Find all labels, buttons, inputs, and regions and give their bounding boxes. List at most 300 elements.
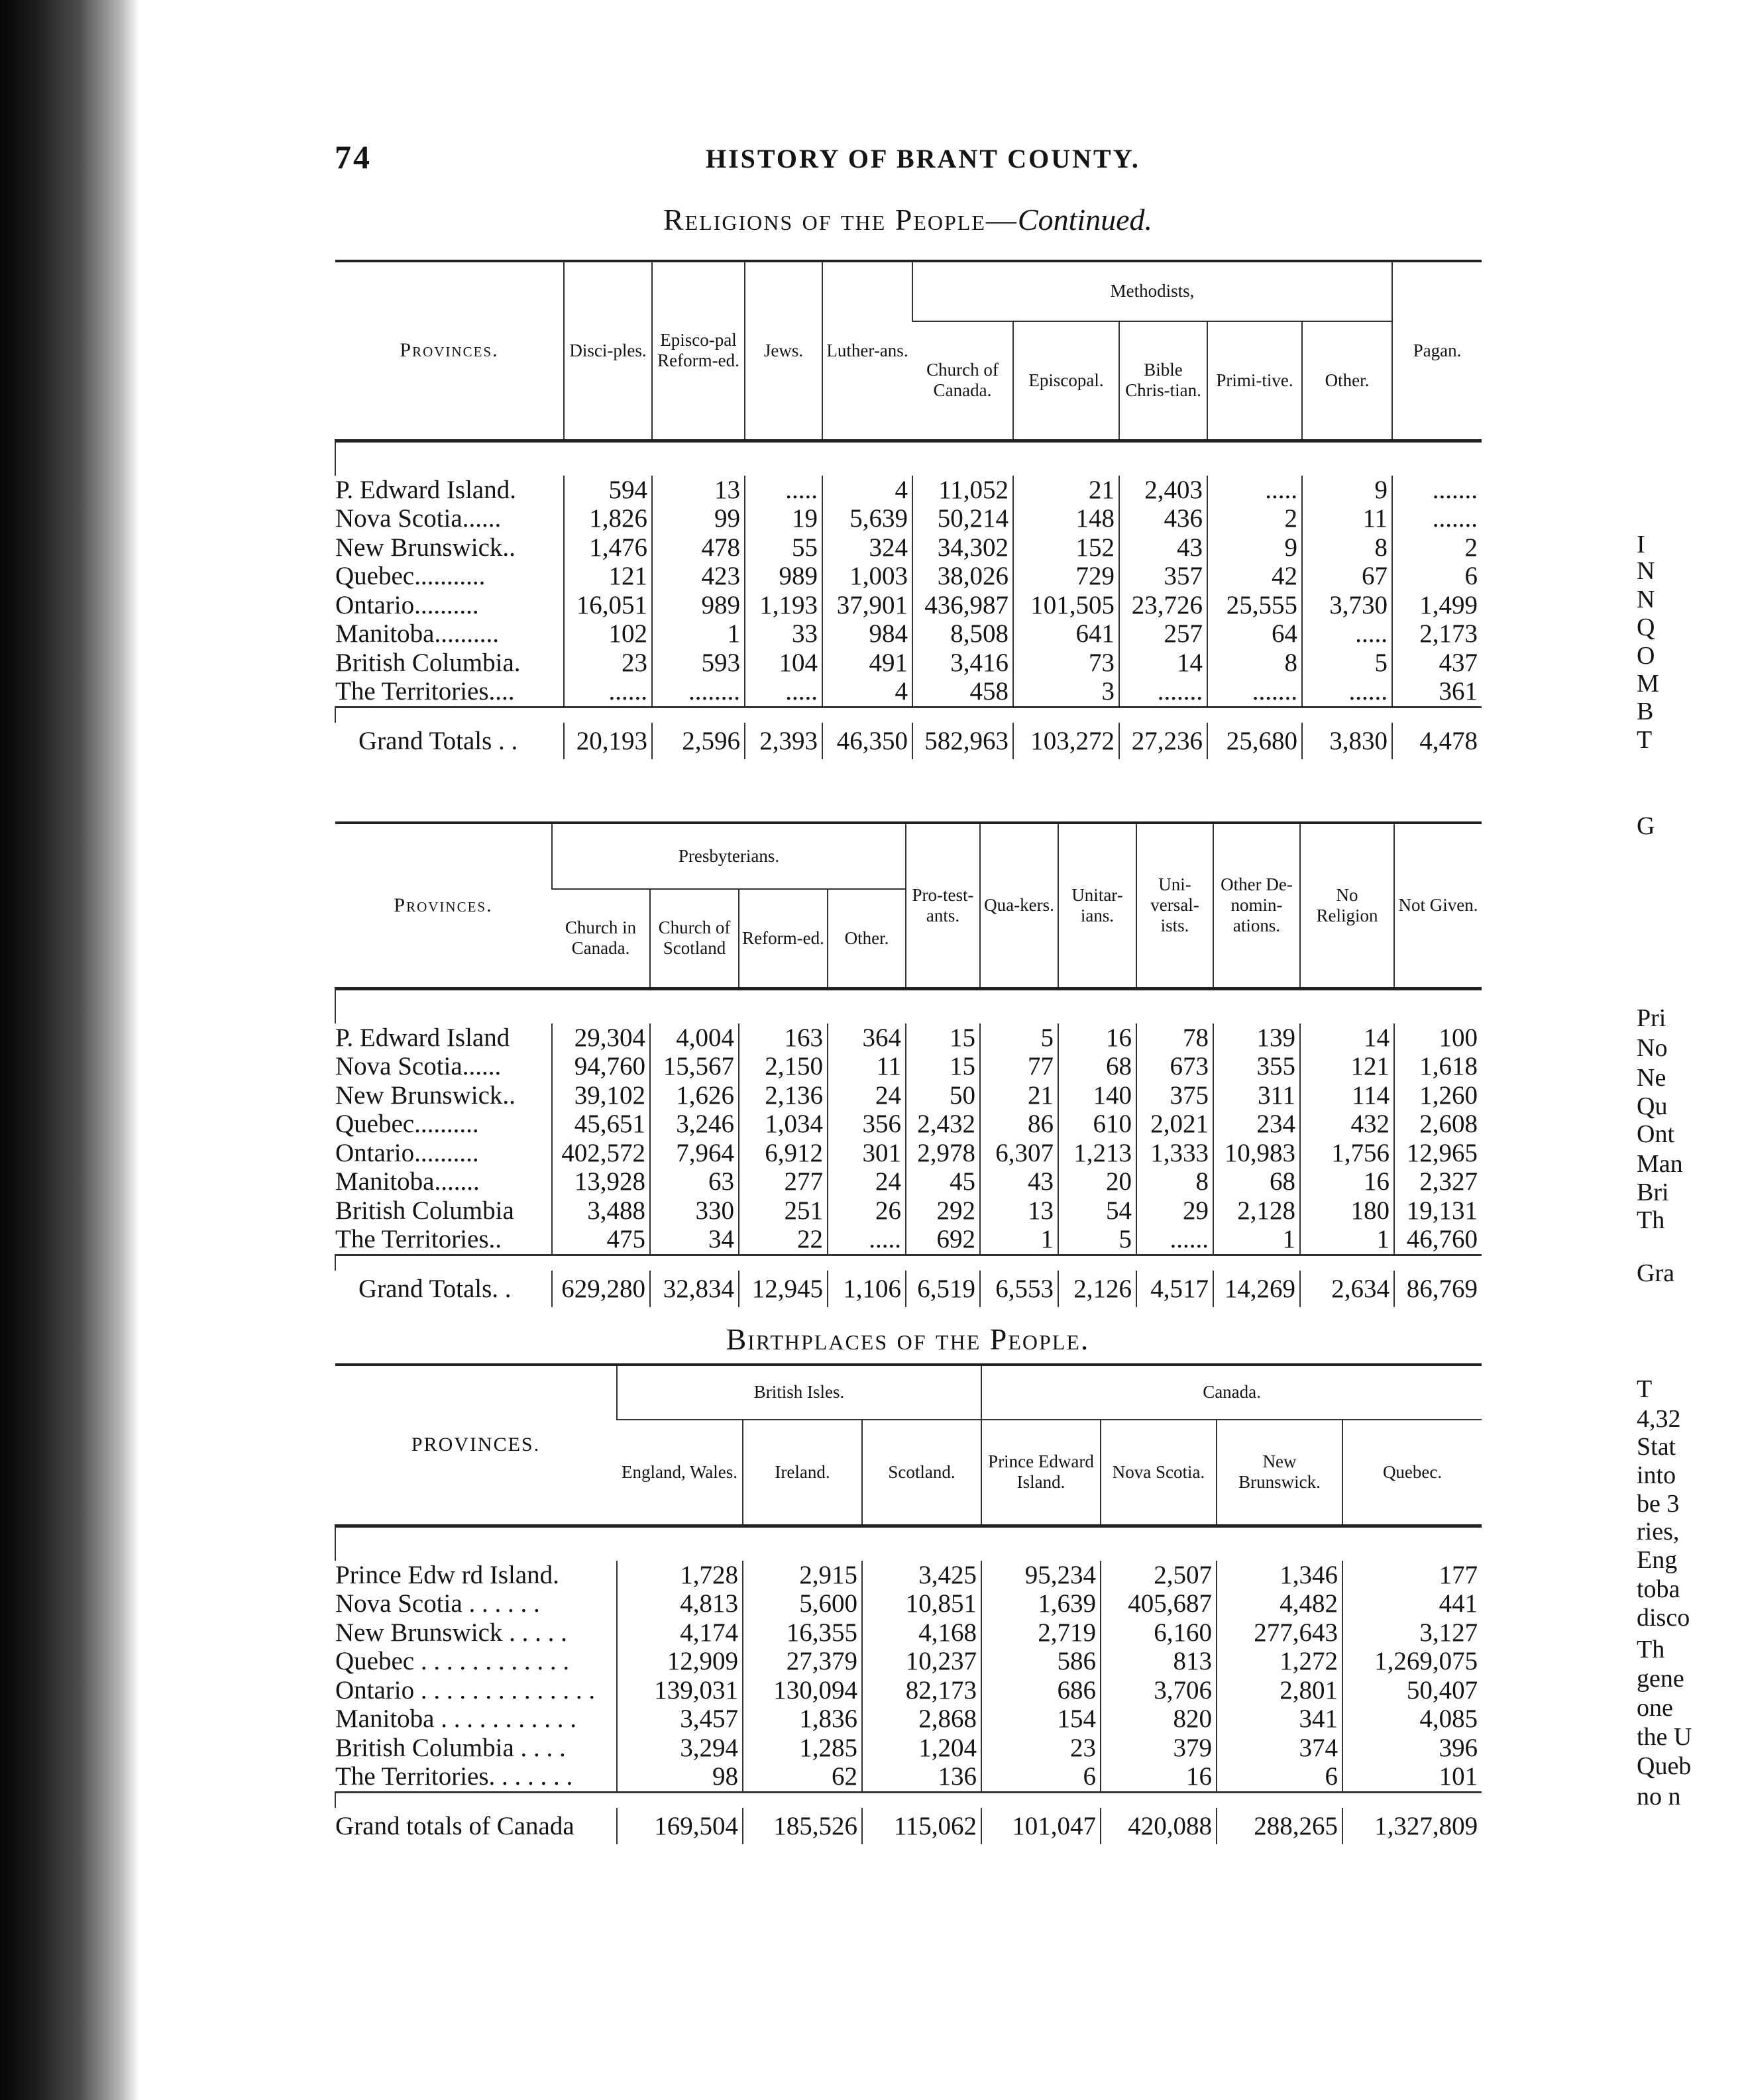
cell-value: 114	[1300, 1081, 1394, 1110]
cell-value: 3,416	[912, 649, 1013, 678]
cell-value: 29,304	[552, 1024, 650, 1053]
cell-value: 4,168	[862, 1618, 981, 1648]
cell-value: 11	[828, 1052, 906, 1081]
cell-value: 5	[1058, 1225, 1136, 1255]
facing-page-fragment: N	[1637, 557, 1655, 585]
cell-value: 62	[743, 1762, 862, 1792]
cell-value: 16,355	[743, 1618, 862, 1648]
cell-value: 67	[1302, 562, 1392, 591]
cell-value: .....	[1302, 619, 1392, 649]
cell-value: 1,346	[1217, 1561, 1342, 1590]
total-value: 3,830	[1302, 723, 1392, 759]
col-header-pagan: Pagan.	[1392, 261, 1482, 441]
cell-value: 1	[980, 1225, 1058, 1255]
religions-table-2	[335, 821, 1482, 1307]
facing-page-fragment: Ne	[1637, 1064, 1666, 1092]
cell-value: 16	[1058, 1024, 1136, 1053]
cell-value: 989	[745, 562, 822, 591]
cell-value: 11	[1302, 504, 1392, 533]
cell-value: 2,868	[862, 1705, 981, 1734]
cell-value: 148	[1013, 504, 1119, 533]
cell-value: 11,052	[912, 476, 1013, 505]
cell-value: 2,136	[739, 1081, 828, 1110]
facing-page-fragment: Eng	[1637, 1546, 1678, 1574]
provinces-header: Provinces.	[394, 894, 493, 916]
cell-value: 152	[1013, 533, 1119, 562]
cell-value: 3,457	[617, 1705, 743, 1734]
cell-value: 33	[745, 619, 822, 649]
cell-value: 82,173	[862, 1676, 981, 1705]
province-name: Nova Scotia . . . . . .	[335, 1589, 540, 1618]
cell-value: 68	[1213, 1167, 1300, 1196]
table-row	[335, 1052, 1482, 1081]
cell-value: 2,915	[743, 1561, 862, 1590]
cell-value: 375	[1136, 1081, 1213, 1110]
cell-value: .......	[1119, 677, 1207, 707]
total-value: 1,106	[828, 1271, 906, 1307]
cell-value: 16	[1300, 1167, 1394, 1196]
province-name: Manitoba..........	[335, 619, 499, 649]
cell-value: 29	[1136, 1196, 1213, 1226]
facing-page-fragment: gene	[1637, 1665, 1684, 1693]
cell-value: 813	[1101, 1647, 1217, 1676]
grand-totals-label: Grand totals of Canada	[335, 1811, 574, 1840]
total-value: 2,634	[1300, 1271, 1394, 1307]
total-value: 14,269	[1213, 1271, 1300, 1307]
cell-value: 1,756	[1300, 1139, 1394, 1168]
cell-value: 6	[1217, 1762, 1342, 1792]
province-name: Nova Scotia......	[335, 1052, 502, 1081]
total-value: 4,517	[1136, 1271, 1213, 1307]
cell-value: 34	[650, 1225, 739, 1255]
cell-value: 16,051	[564, 591, 652, 620]
cell-value: 13	[652, 476, 745, 505]
cell-value: 234	[1213, 1110, 1300, 1139]
group-header-presbyterians: Presbyterians.	[552, 823, 906, 889]
col-header-not-given: Not Given.	[1394, 823, 1482, 988]
cell-value: 3,730	[1302, 591, 1392, 620]
cell-value: 1	[1213, 1225, 1300, 1255]
facing-page-fragment: Pri	[1637, 1004, 1666, 1032]
cell-value: 9	[1302, 476, 1392, 505]
cell-value: 9	[1207, 533, 1302, 562]
cell-value: 1,618	[1394, 1052, 1482, 1081]
cell-value: 121	[564, 562, 652, 591]
cell-value: 42	[1207, 562, 1302, 591]
cell-value: 257	[1119, 619, 1207, 649]
cell-value: 2,150	[739, 1052, 828, 1081]
religions-title-continued: Continued.	[1017, 203, 1153, 236]
provinces-header: Provinces.	[400, 339, 499, 361]
table-row	[335, 1589, 1482, 1618]
cell-value: 5	[980, 1024, 1058, 1053]
cell-value: 6,160	[1101, 1618, 1217, 1648]
total-value: 4,478	[1392, 723, 1482, 759]
cell-value: 2,173	[1392, 619, 1482, 649]
cell-value: 3	[1013, 677, 1119, 707]
cell-value: 139,031	[617, 1676, 743, 1705]
total-value: 12,945	[739, 1271, 828, 1307]
facing-page-fragment: toba	[1637, 1575, 1680, 1603]
province-name: New Brunswick . . . . .	[335, 1618, 567, 1647]
table-row	[335, 1676, 1482, 1705]
cell-value: 12,909	[617, 1647, 743, 1676]
cell-value: 1,826	[564, 504, 652, 533]
cell-value: 98	[617, 1762, 743, 1792]
cell-value: 3,706	[1101, 1676, 1217, 1705]
cell-value: 475	[552, 1225, 650, 1255]
birthplaces-title: Birthplaces of the People.	[726, 1322, 1090, 1356]
cell-value: 139	[1213, 1024, 1300, 1053]
cell-value: 22	[739, 1225, 828, 1255]
cell-value: 330	[650, 1196, 739, 1226]
cell-value: 2,719	[981, 1618, 1101, 1648]
cell-value: 251	[739, 1196, 828, 1226]
cell-value: 54	[1058, 1196, 1136, 1226]
cell-value: 37,901	[822, 591, 912, 620]
facing-page-fragment: Gra	[1637, 1259, 1674, 1287]
facing-page-fragment: Q	[1637, 613, 1655, 641]
col-header-england-wales: England, Wales.	[621, 1461, 738, 1482]
cell-value: 3,294	[617, 1734, 743, 1763]
cell-value: 729	[1013, 562, 1119, 591]
cell-value: 8	[1302, 533, 1392, 562]
table-row	[335, 1647, 1482, 1676]
cell-value: 1,269,075	[1342, 1647, 1482, 1676]
province-name: Manitoba.......	[335, 1167, 480, 1196]
total-value: 46,350	[822, 723, 912, 759]
cell-value: 2	[1207, 504, 1302, 533]
col-header-primitive: Primi-tive.	[1207, 321, 1302, 441]
cell-value: 3,127	[1342, 1618, 1482, 1648]
cell-value: 23	[564, 649, 652, 678]
grand-totals-label: Grand Totals. .	[358, 1274, 512, 1303]
total-value: 103,272	[1013, 723, 1119, 759]
cell-value: 277	[739, 1167, 828, 1196]
cell-value: 13	[980, 1196, 1058, 1226]
province-name: New Brunswick..	[335, 1080, 516, 1110]
cell-value: 437	[1392, 649, 1482, 678]
province-name: New Brunswick..	[335, 533, 516, 562]
total-value: 27,236	[1119, 723, 1207, 759]
cell-value: 1,034	[739, 1110, 828, 1139]
col-header-no-religion: No Religion	[1300, 823, 1394, 988]
cell-value: 23	[981, 1734, 1101, 1763]
total-value: 101,047	[981, 1808, 1101, 1844]
table-row	[335, 1618, 1482, 1648]
col-header-other: Other.	[1302, 321, 1392, 441]
province-name: British Columbia . . . .	[335, 1733, 566, 1762]
table-row	[335, 1225, 1482, 1255]
cell-value: 1,728	[617, 1561, 743, 1590]
cell-value: 94,760	[552, 1052, 650, 1081]
facing-page-fragment: B	[1637, 698, 1654, 725]
cell-value: 1	[1300, 1225, 1394, 1255]
grand-totals-label: Grand Totals . .	[358, 726, 518, 755]
facing-page-fragment: T	[1637, 1375, 1653, 1403]
cell-value: 50,407	[1342, 1676, 1482, 1705]
cell-value: 4,813	[617, 1589, 743, 1618]
cell-value: 14	[1300, 1024, 1394, 1053]
religions-table-1	[335, 260, 1482, 759]
cell-value: 3,425	[862, 1561, 981, 1590]
cell-value: 594	[564, 476, 652, 505]
cell-value: 2,432	[906, 1110, 980, 1139]
total-value: 288,265	[1217, 1808, 1342, 1844]
religions-title	[335, 202, 1481, 237]
facing-page-fragment: into	[1637, 1461, 1676, 1489]
cell-value: 25,555	[1207, 591, 1302, 620]
cell-value: 361	[1392, 677, 1482, 707]
col-header-church-of-canada: Church of Canada.	[926, 360, 999, 401]
table-row	[335, 1024, 1482, 1053]
total-value: 629,280	[552, 1271, 650, 1307]
cell-value: 2,403	[1119, 476, 1207, 505]
cell-value: 1,285	[743, 1734, 862, 1763]
col-header-disciples: Disci-ples.	[564, 261, 652, 441]
cell-value: 441	[1342, 1589, 1482, 1618]
total-value: 1,327,809	[1342, 1808, 1482, 1844]
cell-value: 423	[652, 562, 745, 591]
cell-value: 374	[1217, 1734, 1342, 1763]
total-value: 420,088	[1101, 1808, 1217, 1844]
cell-value: 341	[1217, 1705, 1342, 1734]
table-row	[335, 591, 1482, 620]
col-header-episcopal: Episcopal.	[1013, 321, 1119, 441]
total-value: 6,519	[906, 1271, 980, 1307]
col-header-other-denominations: Other De-nomin-ations.	[1213, 823, 1300, 988]
facing-page-fragment: Queb	[1637, 1752, 1692, 1780]
col-header-church-of-scotland: Church of Scotland	[650, 889, 739, 988]
cell-value: 45,651	[552, 1110, 650, 1139]
cell-value: 989	[652, 591, 745, 620]
province-name: Quebec . . . . . . . . . . . .	[335, 1647, 570, 1676]
cell-value: 15,567	[650, 1052, 739, 1081]
col-header-church-in-canada: Church in Canada.	[565, 918, 637, 959]
col-header-scotland: Scotland.	[862, 1420, 981, 1526]
cell-value: 50	[906, 1081, 980, 1110]
facing-page-fragment: no n	[1637, 1783, 1681, 1811]
cell-value: 1,333	[1136, 1139, 1213, 1168]
cell-value: 1,476	[564, 533, 652, 562]
table-row	[335, 504, 1482, 533]
cell-value: 641	[1013, 619, 1119, 649]
total-value: 2,126	[1058, 1271, 1136, 1307]
table-row	[335, 1110, 1482, 1139]
table-row	[335, 619, 1482, 649]
cell-value: 100	[1394, 1024, 1482, 1053]
facing-page-fragment: Th	[1637, 1206, 1665, 1234]
cell-value: .......	[1392, 476, 1482, 505]
cell-value: 68	[1058, 1052, 1136, 1081]
cell-value: 1,499	[1392, 591, 1482, 620]
cell-value: 136	[862, 1762, 981, 1792]
facing-page-fragment: Ont	[1637, 1120, 1674, 1148]
province-name: Quebec..........	[335, 1110, 479, 1139]
cell-value: .....	[1207, 476, 1302, 505]
cell-value: 436,987	[912, 591, 1013, 620]
province-name: Ontario..........	[335, 590, 479, 619]
cell-value: 13,928	[552, 1167, 650, 1196]
cell-value: 1,260	[1394, 1081, 1482, 1110]
running-title: HISTORY OF BRANT COUNTY.	[706, 144, 1140, 174]
cell-value: 73	[1013, 649, 1119, 678]
facing-page-fragment: Th	[1637, 1636, 1665, 1663]
cell-value: 402,572	[552, 1139, 650, 1168]
province-name: Manitoba . . . . . . . . . . .	[335, 1705, 576, 1734]
provinces-header: PROVINCES.	[411, 1434, 541, 1455]
table-row	[335, 562, 1482, 591]
cell-value: 26	[828, 1196, 906, 1226]
cell-value: 3,246	[650, 1110, 739, 1139]
cell-value: 177	[1342, 1561, 1482, 1590]
facing-page-fragment: one	[1637, 1694, 1673, 1722]
cell-value: 2,507	[1101, 1561, 1217, 1590]
col-header-prince-edward-island: Prince Edward Island.	[981, 1420, 1101, 1526]
cell-value: 4,174	[617, 1618, 743, 1648]
cell-value: 6	[1392, 562, 1482, 591]
col-header-quebec: Quebec.	[1342, 1420, 1482, 1526]
table-row	[335, 1167, 1482, 1196]
facing-page-fragment: Bri	[1637, 1179, 1669, 1206]
cell-value: 19,131	[1394, 1196, 1482, 1226]
cell-value: 491	[822, 649, 912, 678]
facing-page-fragment: 4,32	[1637, 1405, 1681, 1433]
running-head	[335, 138, 1481, 178]
cell-value: ........	[652, 677, 745, 707]
cell-value: 4,004	[650, 1024, 739, 1053]
cell-value: 46,760	[1394, 1225, 1482, 1255]
cell-value: 8	[1136, 1167, 1213, 1196]
cell-value: 43	[980, 1167, 1058, 1196]
total-value: 20,193	[564, 723, 652, 759]
total-value: 582,963	[912, 723, 1013, 759]
facing-page-fragment: be 3	[1637, 1490, 1680, 1518]
cell-value: 277,643	[1217, 1618, 1342, 1648]
group-header-canada: Canada.	[981, 1365, 1482, 1420]
province-name: Ontario..........	[335, 1138, 479, 1167]
page-number: 74	[335, 138, 372, 176]
cell-value: 14	[1119, 649, 1207, 678]
cell-value: 24	[828, 1167, 906, 1196]
cell-value: 1	[652, 619, 745, 649]
cell-value: 396	[1342, 1734, 1482, 1763]
grand-totals-row	[335, 1808, 1482, 1844]
table-row	[335, 533, 1482, 562]
province-name: The Territories. . . . . . .	[335, 1762, 573, 1791]
facing-page-fragment: I	[1637, 531, 1645, 558]
cell-value: 180	[1300, 1196, 1394, 1226]
cell-value: .......	[1392, 504, 1482, 533]
table-row	[335, 476, 1482, 505]
cell-value: 593	[652, 649, 745, 678]
province-name: Prince Edw rd Island.	[335, 1560, 559, 1589]
table-row	[335, 1561, 1482, 1590]
total-value: 185,526	[743, 1808, 862, 1844]
table-row	[335, 1196, 1482, 1226]
facing-page-fragment: disco	[1637, 1604, 1690, 1632]
cell-value: ......	[1136, 1225, 1213, 1255]
cell-value: 610	[1058, 1110, 1136, 1139]
cell-value: 1,639	[981, 1589, 1101, 1618]
table-row	[335, 1762, 1482, 1792]
cell-value: .....	[828, 1225, 906, 1255]
cell-value: 64	[1207, 619, 1302, 649]
table-row	[335, 1705, 1482, 1734]
total-value: 169,504	[617, 1808, 743, 1844]
cell-value: 78	[1136, 1024, 1213, 1053]
cell-value: 7,964	[650, 1139, 739, 1168]
cell-value: 95,234	[981, 1561, 1101, 1590]
cell-value: 586	[981, 1647, 1101, 1676]
cell-value: 101	[1342, 1762, 1482, 1792]
religions-title-main: Religions of the People—	[663, 203, 1018, 236]
cell-value: 311	[1213, 1081, 1300, 1110]
col-header-other: Other.	[828, 889, 906, 988]
cell-value: 50,214	[912, 504, 1013, 533]
col-header-bible-christian: Bible Chris-tian.	[1119, 321, 1207, 441]
cell-value: 324	[822, 533, 912, 562]
cell-value: 301	[828, 1139, 906, 1168]
cell-value: 355	[1213, 1052, 1300, 1081]
cell-value: 1,272	[1217, 1647, 1342, 1676]
cell-value: 478	[652, 533, 745, 562]
total-value: 25,680	[1207, 723, 1302, 759]
cell-value: 130,094	[743, 1676, 862, 1705]
facing-page-fragment: Man	[1637, 1150, 1683, 1178]
province-name: Ontario . . . . . . . . . . . . . .	[335, 1675, 596, 1705]
province-name: P. Edward Island	[335, 1023, 510, 1052]
total-value: 86,769	[1394, 1271, 1482, 1307]
cell-value: .....	[745, 677, 822, 707]
cell-value: 432	[1300, 1110, 1394, 1139]
cell-value: 6	[981, 1762, 1101, 1792]
col-header-ireland: Ireland.	[743, 1420, 862, 1526]
col-header-lutherans: Luther-ans.	[822, 261, 912, 441]
province-name: The Territories....	[335, 677, 515, 706]
col-header-new-brunswick: New Brunswick.	[1217, 1420, 1342, 1526]
cell-value: 984	[822, 619, 912, 649]
cell-value: 15	[906, 1024, 980, 1053]
cell-value: 5,600	[743, 1589, 862, 1618]
table-row	[335, 1081, 1482, 1110]
cell-value: 86	[980, 1110, 1058, 1139]
cell-value: 2,978	[906, 1139, 980, 1168]
cell-value: 38,026	[912, 562, 1013, 591]
col-header-quakers: Qua-kers.	[980, 823, 1058, 988]
facing-page	[1587, 0, 1744, 2100]
table-divider	[335, 816, 1481, 819]
total-value: 115,062	[862, 1808, 981, 1844]
cell-value: 692	[906, 1225, 980, 1255]
cell-value: 357	[1119, 562, 1207, 591]
facing-page-fragment: T	[1637, 726, 1653, 754]
cell-value: 686	[981, 1676, 1101, 1705]
cell-value: 20	[1058, 1167, 1136, 1196]
group-header-methodists: Methodists,	[912, 261, 1392, 321]
cell-value: 356	[828, 1110, 906, 1139]
facing-page-fragment: Qu	[1637, 1092, 1668, 1120]
cell-value: 2	[1392, 533, 1482, 562]
cell-value: 1,003	[822, 562, 912, 591]
cell-value: 163	[739, 1024, 828, 1053]
cell-value: 16	[1101, 1762, 1217, 1792]
cell-value: 154	[981, 1705, 1101, 1734]
facing-page-fragment: G	[1637, 812, 1655, 840]
cell-value: 8	[1207, 649, 1302, 678]
cell-value: 1,626	[650, 1081, 739, 1110]
facing-page-fragment: No	[1637, 1034, 1668, 1062]
